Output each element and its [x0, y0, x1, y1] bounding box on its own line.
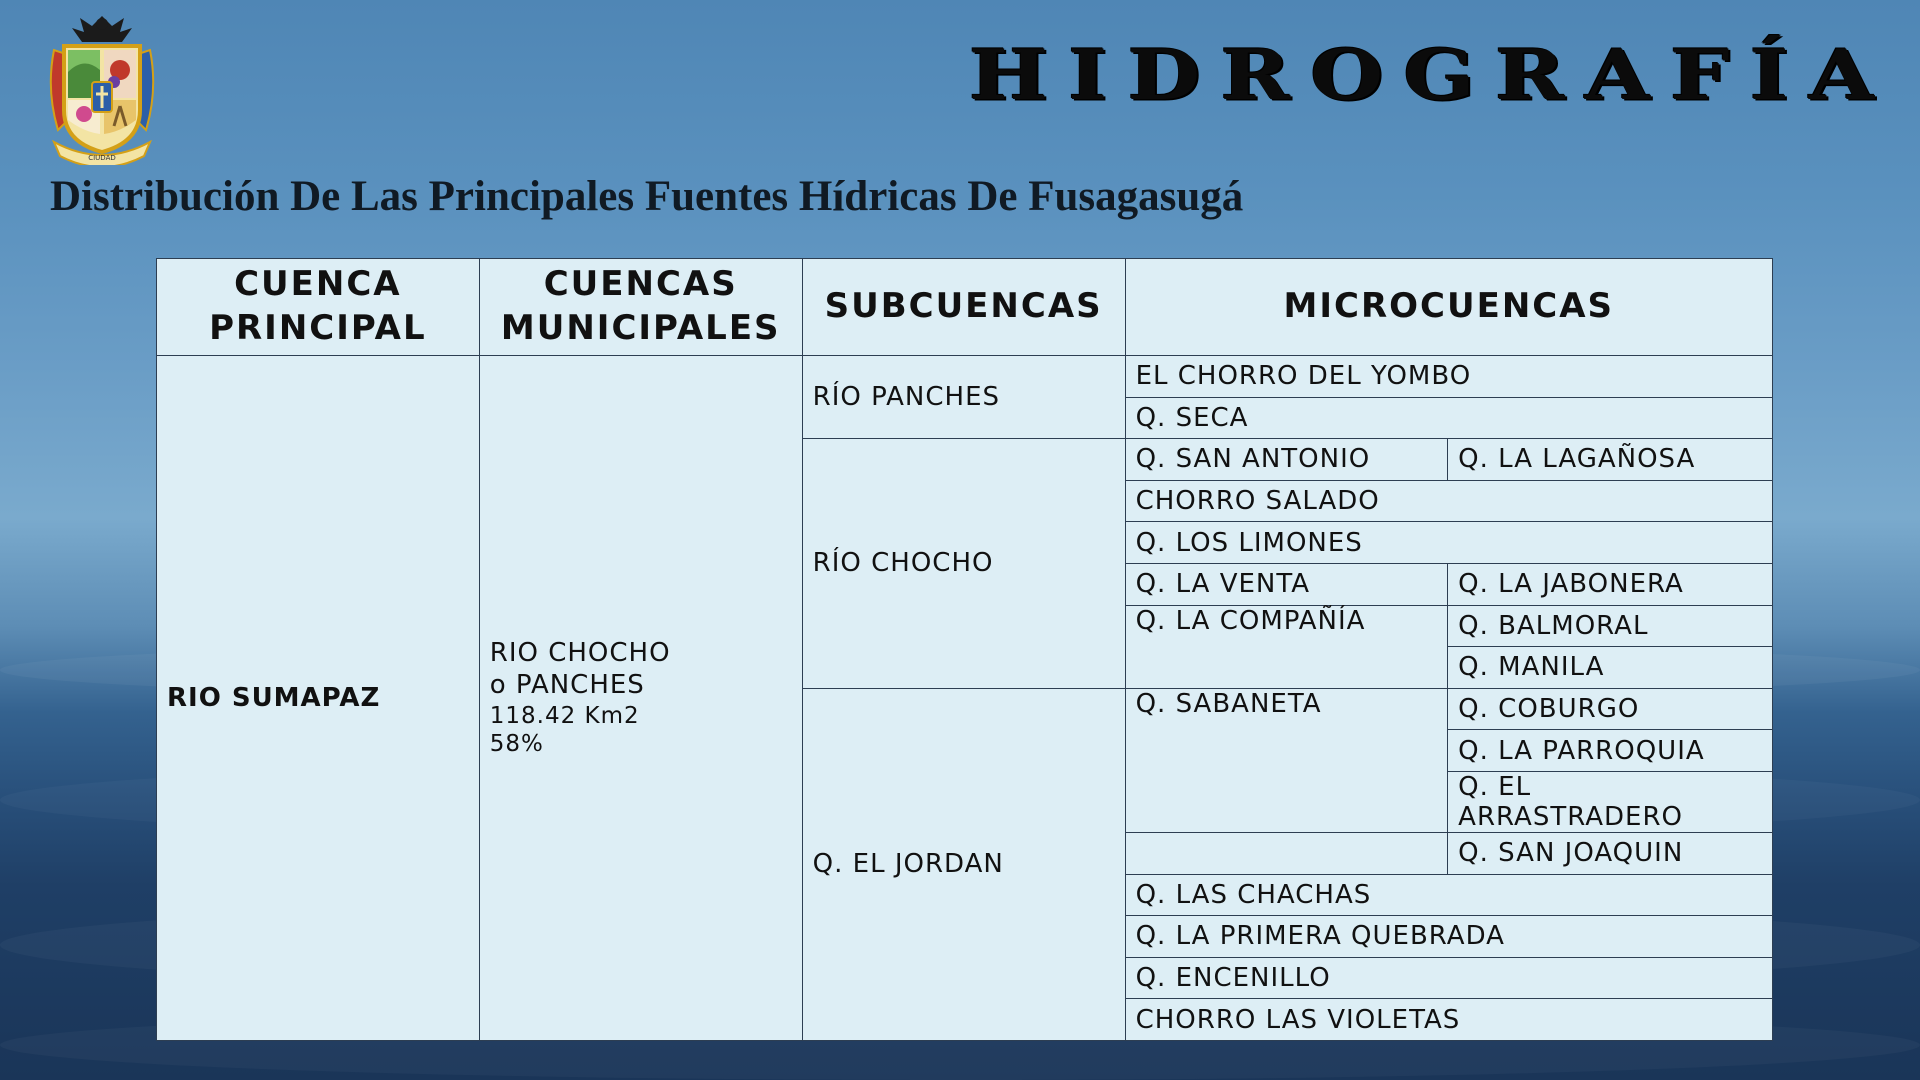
hydrography-table [156, 258, 1773, 1041]
micro-cell: Q. LA PARROQUIA [1448, 730, 1773, 772]
micro-cell: Q. SAN ANTONIO [1125, 439, 1448, 481]
municipal-area: 118.42 Km2 [489, 702, 640, 729]
subbasin-rio-chocho: RÍO CHOCHO [802, 439, 1125, 689]
municipal-percent: 58% [489, 731, 544, 758]
micro-cell: Q. LA VENTA [1125, 563, 1448, 605]
micro-cell: Q. ENCENILLO [1125, 957, 1772, 999]
micro-cell: EL CHORRO DEL YOMBO [1125, 356, 1772, 398]
header-cuenca-principal: CUENCA PRINCIPAL [157, 259, 480, 356]
micro-cell: Q. SABANETA [1125, 688, 1448, 832]
micro-cell: Q. SAN JOAQUIN [1448, 832, 1773, 874]
micro-cell: Q. EL ARRASTRADERO [1448, 771, 1773, 832]
micro-cell: Q. LA PRIMERA QUEBRADA [1125, 916, 1772, 958]
header-subcuencas: SUBCUENCAS [802, 259, 1125, 356]
subbasin-rio-panches: RÍO PANCHES [802, 356, 1125, 439]
micro-cell: Q. LA LAGAÑOSA [1448, 439, 1773, 481]
header-cuencas-municipales: CUENCAS MUNICIPALES [479, 259, 802, 356]
micro-cell: Q. BALMORAL [1448, 605, 1773, 647]
main-basin-cell: RIO SUMAPAZ [157, 356, 480, 1041]
micro-cell: Q. SECA [1125, 397, 1772, 439]
micro-cell: Q. LA JABONERA [1448, 563, 1773, 605]
header-microcuencas: MICROCUENCAS [1125, 259, 1772, 356]
municipal-name-line1: RIO CHOCHO [489, 637, 671, 668]
micro-cell: CHORRO LAS VIOLETAS [1125, 999, 1772, 1041]
svg-text:CIUDAD: CIUDAD [88, 154, 116, 162]
micro-cell: Q. LOS LIMONES [1125, 522, 1772, 564]
micro-cell: Q. MANILA [1448, 647, 1773, 689]
subbasin-q-el-jordan: Q. EL JORDAN [802, 688, 1125, 1040]
table-header-row [157, 259, 1773, 356]
page-title: HIDROGRAFÍA [968, 34, 1894, 116]
micro-cell: Q. COBURGO [1448, 688, 1773, 730]
micro-cell-empty [1125, 832, 1448, 874]
micro-cell: Q. LA COMPAÑÍA [1125, 605, 1448, 688]
municipal-name-line2: o PANCHES [489, 670, 645, 701]
micro-cell: Q. LAS CHACHAS [1125, 874, 1772, 916]
micro-cell: CHORRO SALADO [1125, 480, 1772, 522]
table-row [157, 356, 1773, 398]
page-subtitle: Distribución De Las Principales Fuentes Hídricas De Fusagasugá [50, 173, 1244, 220]
municipal-basin-cell [479, 356, 802, 1041]
coat-of-arms-logo [44, 10, 160, 165]
